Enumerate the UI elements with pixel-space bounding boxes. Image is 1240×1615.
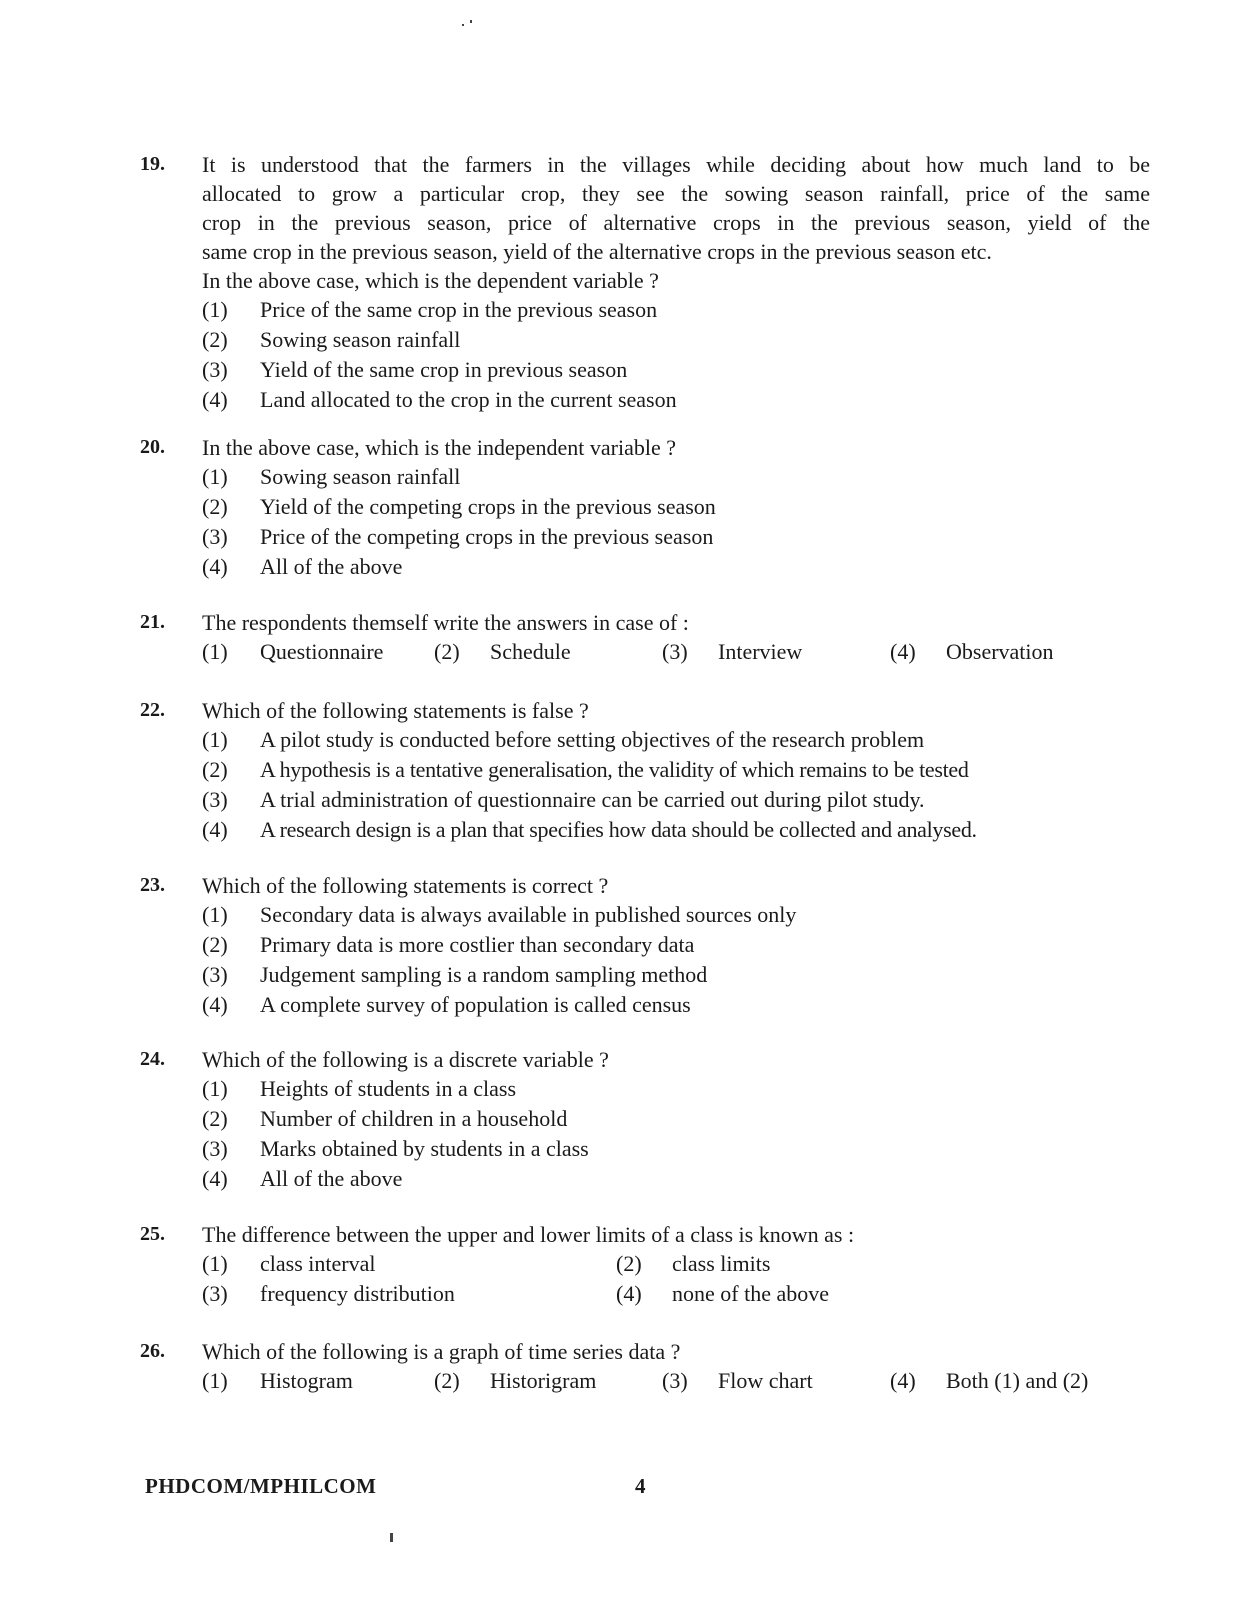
question-text: Which of the following statements is correct ? [202,873,609,898]
option [202,355,1150,385]
option [202,462,1150,492]
option-number: (1) [202,639,228,664]
page-number: 4 [635,1474,646,1498]
question-number: 19. [140,153,165,175]
option-number: (3) [202,962,228,987]
option [202,725,1150,755]
option-number: (1) [202,297,228,322]
option-text: A hypothesis is a tentative generalisation, the validity of which remains to be tested [260,757,969,782]
option [202,385,1150,415]
option-number: (4) [890,1368,916,1393]
scan-speck [470,20,472,23]
option-text: A research design is a plan that specifies how data should be collected and analysed. [260,817,977,842]
option-text: Primary data is more costlier than secondary data [260,932,695,957]
option-text: class limits [672,1251,771,1276]
option-text: Price of the same crop in the previous season [260,297,658,322]
option-number: (2) [202,757,228,782]
option-text: Observation [946,639,1054,664]
option-text: Price of the competing crops in the previous season [260,524,714,549]
option-number: (3) [662,639,688,664]
options-row [202,1366,1150,1396]
scan-speck [462,24,464,26]
question-text-line: It is understood that the farmers in the villages while deciding about how much land to be [202,152,1150,177]
option [202,1074,1150,1104]
question-23 [140,871,1150,1020]
option-text: Schedule [490,639,571,664]
option-text: Sowing season rainfall [260,464,461,489]
option [202,785,1150,815]
option-text: A pilot study is conducted before setting objectives of the research problem [260,727,925,752]
option-number: (4) [202,817,228,842]
question-25 [140,1220,1150,1309]
option-number: (1) [202,727,228,752]
option-number: (4) [202,992,228,1017]
option [202,815,1150,845]
question-text: Which of the following is a discrete variable ? [202,1047,609,1072]
option-text: All of the above [260,1166,403,1191]
option-text: A trial administration of questionnaire can be carried out during pilot study. [260,787,925,812]
option [202,1104,1150,1134]
option-text: Interview [718,639,803,664]
question-number: 21. [140,611,165,633]
question-text-line: In the above case, which is the dependent variable ? [202,268,659,293]
option [202,960,1150,990]
option-number: (1) [202,1076,228,1101]
option-text: class interval [260,1251,376,1276]
question-text-line: allocated to grow a particular crop, they see the sowing season rainfall, price of the same [202,181,1150,206]
option-text: Historigram [490,1368,597,1393]
option-number: (2) [202,327,228,352]
option-number: (4) [202,387,228,412]
option-text: Land allocated to the crop in the current season [260,387,677,412]
option-text: Yield of the competing crops in the previous season [260,494,716,519]
option-text: A complete survey of population is called census [260,992,691,1017]
option-number: (2) [616,1251,642,1276]
question-number: 26. [140,1340,165,1362]
option [202,990,1150,1020]
question-number: 23. [140,874,165,896]
options-row [202,1279,1150,1309]
option-text: Both (1) and (2) [946,1368,1089,1393]
question-26 [140,1337,1150,1396]
option [202,295,1150,325]
question-number: 22. [140,699,165,721]
option [202,325,1150,355]
question-21 [140,608,1150,667]
option-number: (2) [202,494,228,519]
question-text: Which of the following statements is false ? [202,698,589,723]
option [202,1164,1150,1194]
option-number: (3) [202,1281,228,1306]
option-number: (1) [202,464,228,489]
question-text: The difference between the upper and lower limits of a class is known as : [202,1222,855,1247]
option-number: (2) [434,1368,460,1393]
option-number: (4) [202,1166,228,1191]
option-text: Number of children in a household [260,1106,568,1131]
option-number: (2) [202,932,228,957]
question-text: Which of the following is a graph of time series data ? [202,1339,681,1364]
option-number: (1) [202,1368,228,1393]
option-text: Marks obtained by students in a class [260,1136,589,1161]
option-text: All of the above [260,554,403,579]
question-text: In the above case, which is the independent variable ? [202,435,677,460]
option-number: (3) [202,787,228,812]
option-text: Histogram [260,1368,353,1393]
option [202,930,1150,960]
question-24 [140,1045,1150,1194]
option [202,492,1150,522]
options-row [202,1249,1150,1279]
option-text: Questionnaire [260,639,384,664]
option-text: Yield of the same crop in previous season [260,357,628,382]
option-text: Flow chart [718,1368,813,1393]
option-number: (3) [202,524,228,549]
option-number: (1) [202,902,228,927]
question-text: The respondents themself write the answers in case of : [202,610,689,635]
option-number: (4) [616,1281,642,1306]
question-number: 20. [140,436,165,458]
option-text: none of the above [672,1281,829,1306]
question-text-line: same crop in the previous season, yield of the alternative crops in the previous season etc. [202,239,992,264]
question-19 [140,150,1150,415]
option-number: (3) [662,1368,688,1393]
option-text: Heights of students in a class [260,1076,517,1101]
option-number: (4) [890,639,916,664]
option [202,522,1150,552]
option-number: (4) [202,554,228,579]
scan-speck [390,1533,393,1542]
option-text: frequency distribution [260,1281,455,1306]
options-row [202,637,1150,667]
option-text: Secondary data is always available in published sources only [260,902,797,927]
option-number: (3) [202,357,228,382]
question-text-line: crop in the previous season, price of alternative crops in the previous season, yield of the [202,210,1150,235]
option-number: (1) [202,1251,228,1276]
option-number: (2) [202,1106,228,1131]
paper-code: PHDCOM/MPHILCOM [145,1474,377,1498]
option-number: (2) [434,639,460,664]
option [202,552,1150,582]
option-text: Judgement sampling is a random sampling method [260,962,708,987]
option [202,1134,1150,1164]
question-number: 25. [140,1223,165,1245]
question-number: 24. [140,1048,165,1070]
option [202,900,1150,930]
question-22 [140,696,1150,845]
option-text: Sowing season rainfall [260,327,461,352]
question-20 [140,433,1150,582]
question-text [202,150,1150,295]
option-number: (3) [202,1136,228,1161]
option [202,755,1150,785]
